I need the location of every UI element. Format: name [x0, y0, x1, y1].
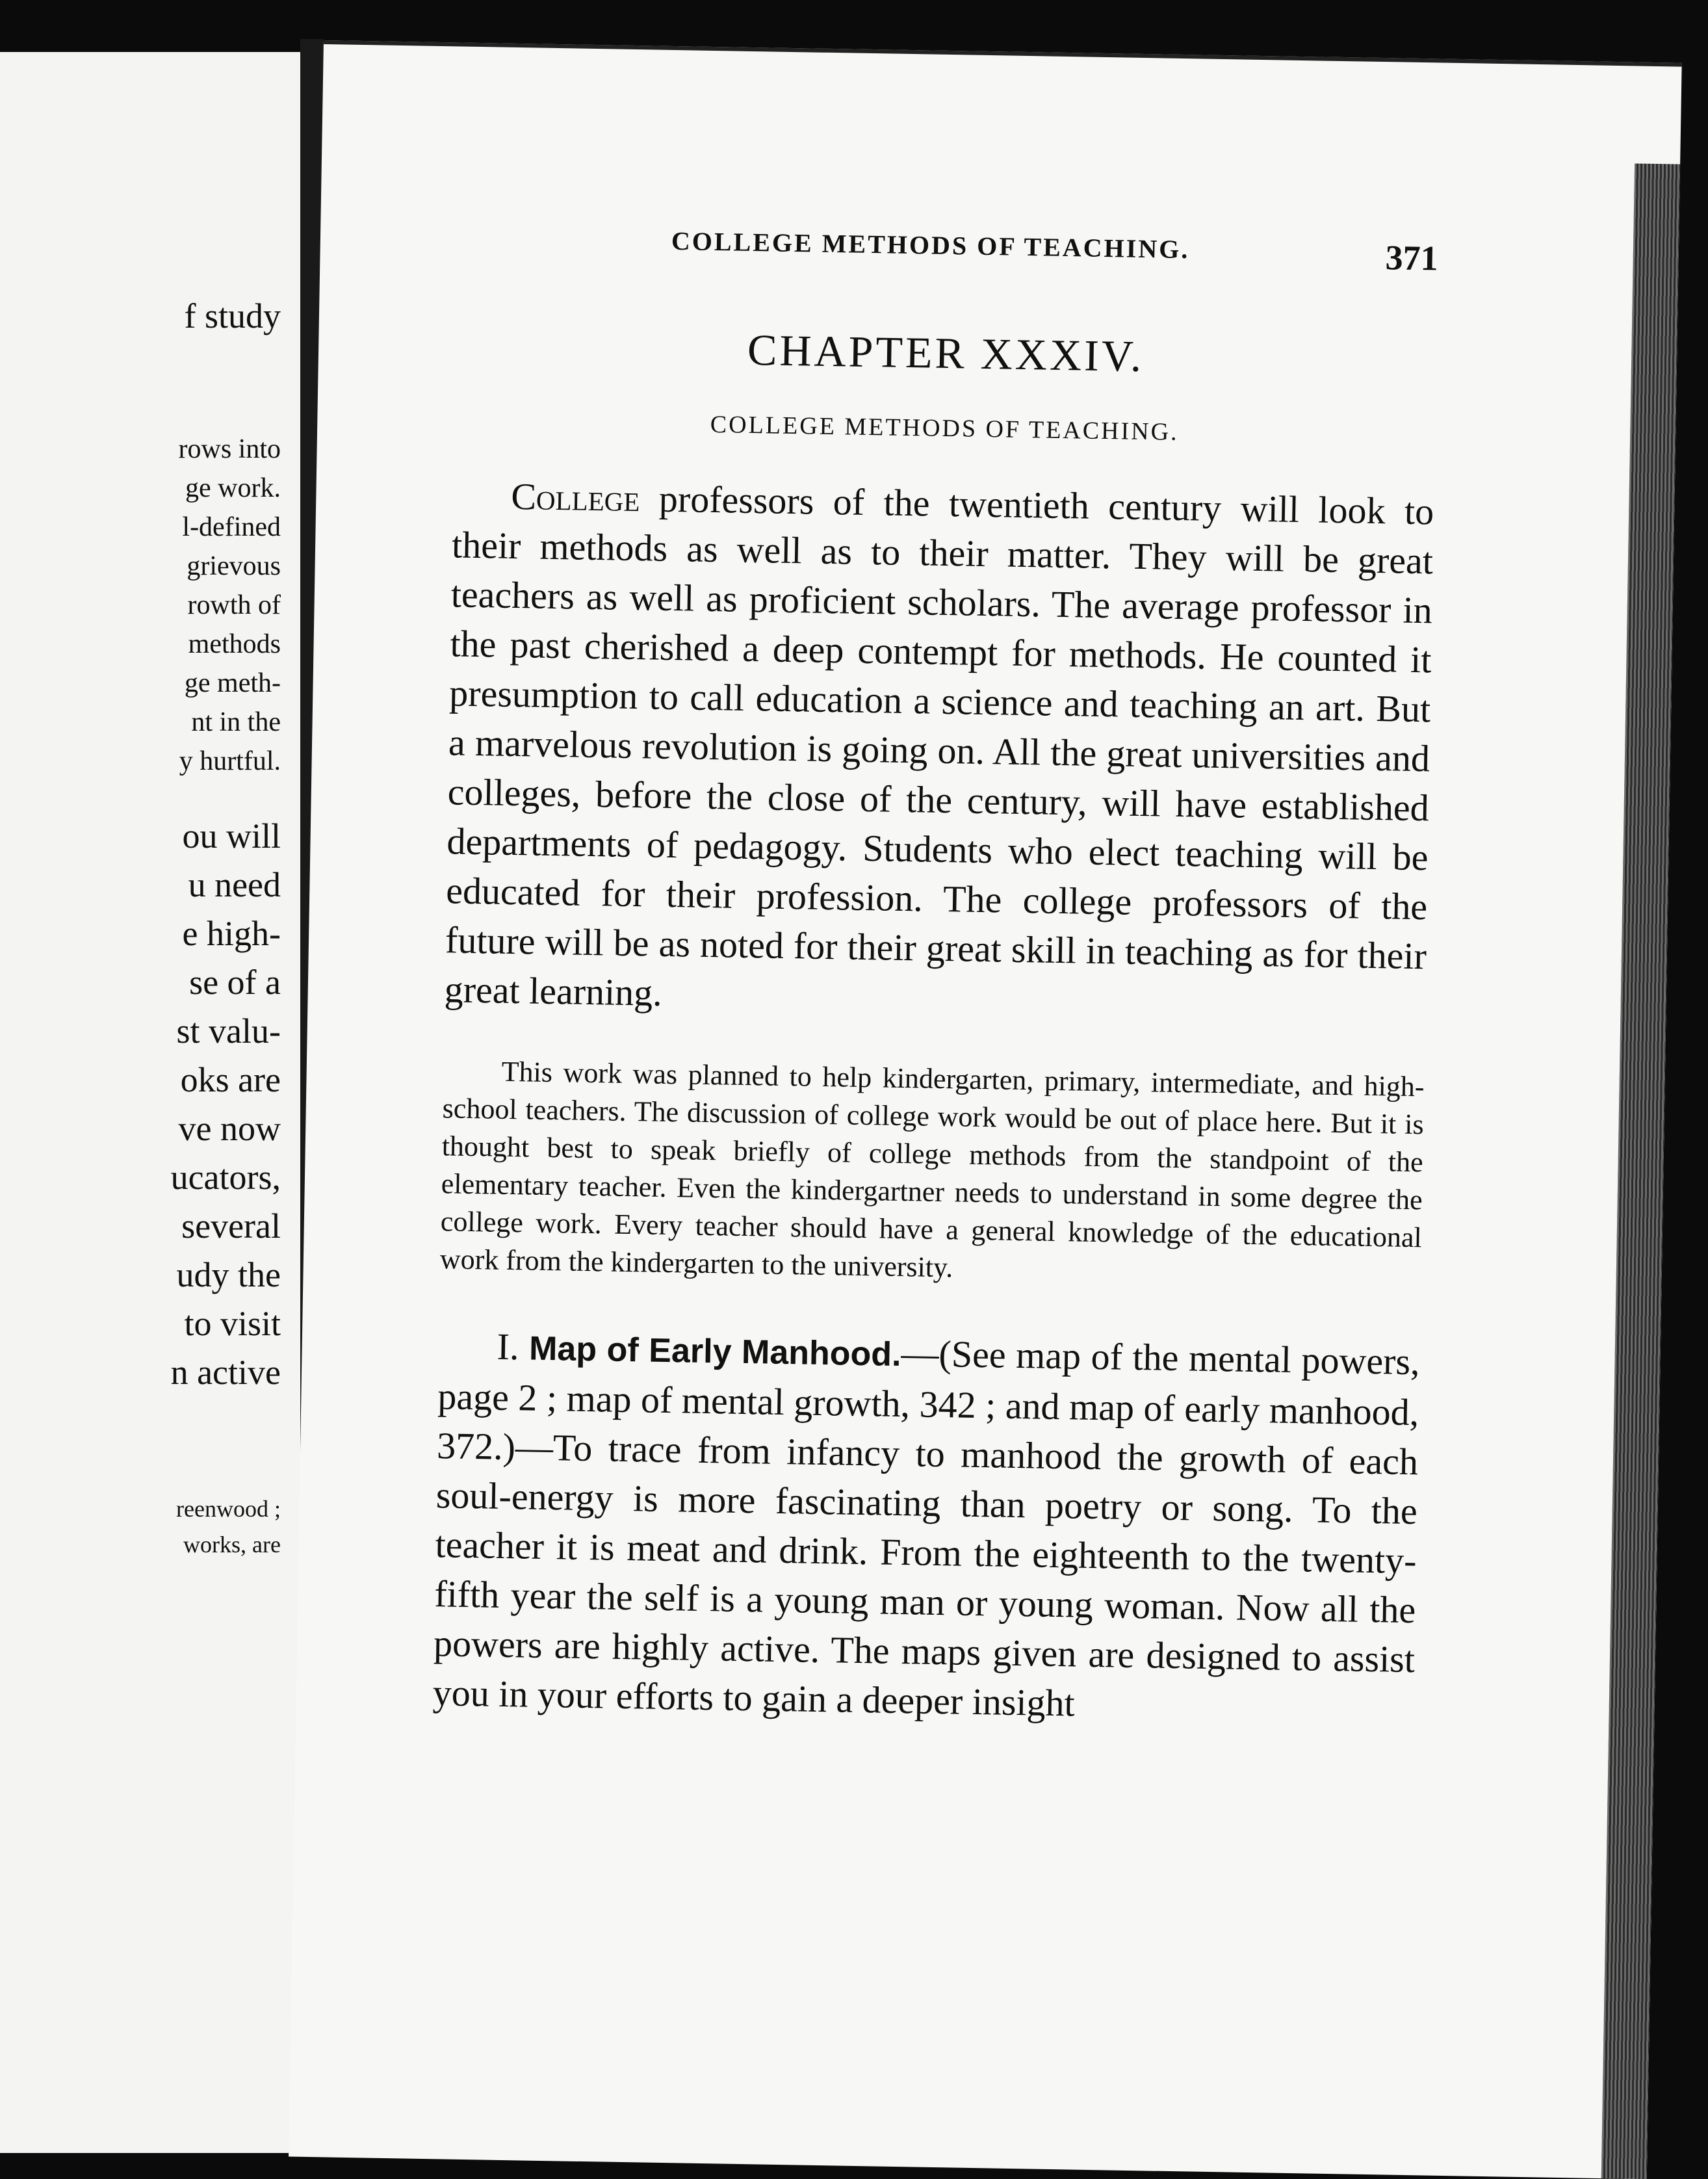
left-page — [0, 52, 300, 2153]
right-page — [289, 40, 1682, 2179]
section-heading: Map of Early Manhood. — [528, 1329, 902, 1374]
page-content — [432, 222, 1438, 1771]
chapter-title: CHAPTER XXXIV. — [747, 324, 1145, 381]
left-fragment: u need — [188, 865, 281, 904]
left-fragment: rowth of — [187, 590, 281, 620]
left-fragment: works, are — [183, 1532, 281, 1558]
intro-lead-word: College — [510, 475, 641, 520]
left-fragment: st valu- — [176, 1011, 281, 1050]
left-fragment: l-defined — [182, 512, 281, 542]
intro-text: professors of the twentieth century will look to their methods as well as to their matter. They will be great teachers as well as proficient scholars. The average professor in the past cherished a deep contempt for methods. He counted it presumption to call education a science and teaching an art. But a marvelous revolution is going on. All the great universities and colleges, before the close of the century, will have established departments of pedagogy. Students who elect teaching will be educated for their profession. The college professors of the future will be as noted for their great skill in teaching as for their great learning. — [444, 477, 1434, 1014]
page-number: 371 — [1385, 238, 1439, 278]
left-fragment: rows into — [178, 434, 281, 464]
page-edge — [1601, 163, 1680, 2179]
left-fragment: oks are — [180, 1060, 281, 1099]
left-fragment: e high- — [182, 914, 281, 953]
left-fragment: y hurtful. — [179, 746, 281, 776]
left-fragment: ucators, — [170, 1158, 281, 1197]
running-title: COLLEGE METHODS OF TEACHING. — [671, 226, 1190, 265]
left-fragment: ge work. — [185, 473, 281, 503]
section-paragraph — [432, 1321, 1420, 1734]
section-number: I. — [497, 1325, 520, 1368]
left-fragment: to visit — [184, 1304, 281, 1343]
running-header — [456, 222, 1438, 296]
section-text: —(See map of the mental powers, page 2 ; map of mental growth, 342 ; and map of early manhood, 372.)—To trace from infancy to manhood the growth of each soul-energy is more fascinating than poetry or song. To the teacher it is meat and drink. From the eighteenth to the twenty-fifth year the self is a young man or young woman. Now all the powers are highly active. The maps given are designed to assist you in your efforts to gain a deeper insight — [432, 1332, 1421, 1725]
intro-paragraph — [444, 471, 1434, 1030]
left-fragment: f study — [184, 296, 281, 335]
chapter-subtitle: COLLEGE METHODS OF TEACHING. — [710, 410, 1179, 446]
note-text: This work was planned to help kindergarten, primary, intermediate, and high-school teachers. The discussion of college work would be out of place here. But it is thought best to speak briefly of college methods from the standpoint of the elementary teacher. Even the kindergartner needs to understand in some degree the college work. Every teacher should have a general knowledge of the educational work from the kindergarten to the university. — [439, 1055, 1425, 1284]
left-fragment: several — [181, 1207, 281, 1246]
left-fragment: nt in the — [191, 707, 281, 737]
left-fragment: ou will — [182, 816, 281, 855]
left-fragment: se of a — [189, 963, 281, 1002]
left-fragment: n active — [170, 1353, 281, 1392]
left-fragment: methods — [188, 629, 281, 659]
left-fragment: grievous — [187, 551, 281, 581]
left-fragment: ve now — [178, 1109, 281, 1148]
left-fragment: ge meth- — [184, 668, 281, 698]
prefatory-note — [439, 1052, 1425, 1294]
left-fragment: reenwood ; — [176, 1496, 281, 1522]
left-fragment: udy the — [176, 1255, 281, 1294]
